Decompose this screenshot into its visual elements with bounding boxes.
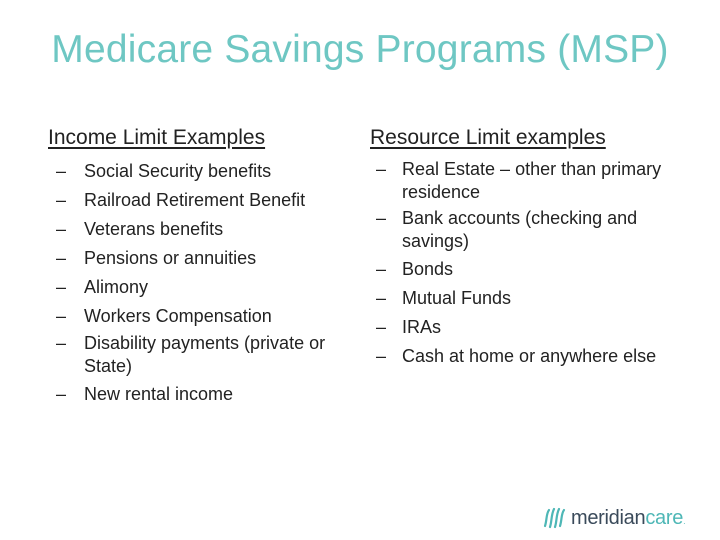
list-item-text: Pensions or annuities: [84, 248, 257, 268]
dash-bullet: –: [376, 317, 387, 337]
list-item: [56, 187, 348, 213]
dash-bullet: –: [376, 208, 387, 228]
meridiancare-logo: [542, 503, 686, 533]
list-item: [56, 274, 348, 300]
list-item: [56, 381, 348, 407]
resource-limit-heading: Resource Limit examples: [370, 126, 606, 149]
dash-bullet: –: [376, 288, 387, 308]
page-title: Medicare Savings Programs (MSP): [51, 28, 669, 71]
dash-bullet: –: [56, 384, 67, 404]
list-item: [376, 285, 700, 311]
list-item: [376, 314, 700, 340]
list-item: [376, 256, 700, 282]
dash-bullet: –: [56, 277, 67, 297]
dash-bullet: –: [376, 259, 387, 279]
logo-dot: ·: [683, 519, 686, 528]
list-item-text: Mutual Funds: [402, 288, 512, 308]
list-item-text: Disability payments (private or State): [84, 333, 326, 376]
logo-text-care: care: [645, 506, 684, 529]
income-limit-heading: Income Limit Examples: [48, 126, 266, 149]
dash-bullet: –: [56, 248, 67, 268]
list-item-text: Alimony: [84, 277, 149, 297]
list-item-text: IRAs: [402, 317, 442, 337]
list-item: [56, 303, 348, 329]
list-item-text: Workers Compensation: [84, 306, 272, 326]
dash-bullet: –: [376, 159, 387, 179]
list-item: [56, 216, 348, 242]
list-item: [376, 207, 700, 253]
meridiancare-logo-mark-icon: [542, 506, 568, 530]
dash-bullet: –: [56, 333, 67, 353]
list-item: [56, 245, 348, 271]
list-item-text: Cash at home or anywhere else: [402, 346, 657, 366]
resource-limit-list: [370, 158, 700, 369]
list-item: [376, 158, 700, 204]
dash-bullet: –: [56, 306, 67, 326]
list-item: [56, 332, 348, 378]
income-limit-column: [48, 124, 348, 410]
dash-bullet: –: [56, 161, 67, 181]
list-item: [56, 158, 348, 184]
list-item-text: Real Estate – other than primary residence: [402, 159, 662, 202]
dash-bullet: –: [56, 190, 67, 210]
list-item-text: Social Security benefits: [84, 161, 272, 181]
logo-text-meridian: meridian: [571, 506, 646, 529]
income-limit-list: [48, 158, 348, 407]
list-item-text: New rental income: [84, 384, 234, 404]
resource-limit-column: [370, 124, 700, 372]
list-item-text: Veterans benefits: [84, 219, 224, 239]
dash-bullet: –: [376, 346, 387, 366]
list-item-text: Railroad Retirement Benefit: [84, 190, 306, 210]
dash-bullet: –: [56, 219, 67, 239]
list-item-text: Bonds: [402, 259, 454, 279]
list-item: [376, 343, 700, 369]
list-item-text: Bank accounts (checking and savings): [402, 208, 638, 251]
